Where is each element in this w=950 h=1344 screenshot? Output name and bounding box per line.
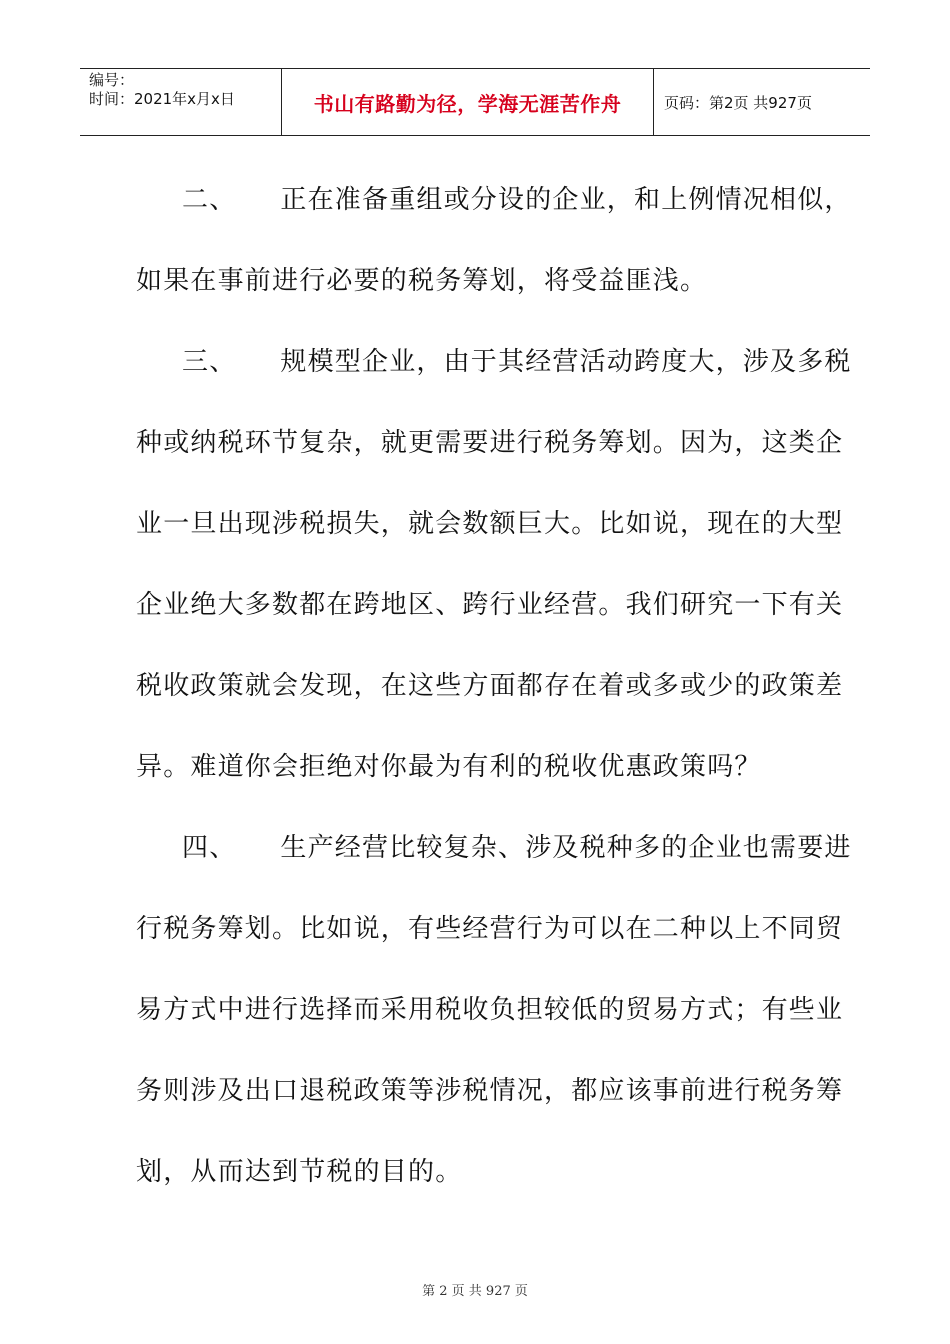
header-page-label: 页码：第2页 共927页 (664, 93, 812, 112)
body-line (136, 322, 852, 403)
body-line: 易方式中进行选择而采用税收负担较低的贸易方式；有些业 (136, 995, 844, 1025)
body-line: 企业绝大多数都在跨地区、跨行业经营。我们研究一下有关 (136, 590, 844, 620)
list-marker: 四、 (182, 833, 237, 863)
line-text: 规模型企业，由于其经营活动跨度大，涉及多税 (280, 347, 852, 377)
body-line (136, 160, 852, 241)
line-text: 生产经营比较复杂、涉及税种多的企业也需要进 (280, 833, 852, 863)
body-line: 税收政策就会发现，在这些方面都存在着或多或少的政策差 (136, 671, 844, 701)
page-header (80, 68, 870, 136)
body-line: 种或纳税环节复杂，就更需要进行税务筹划。因为，这类企 (136, 428, 844, 458)
body-line: 如果在事前进行必要的税务筹划，将受益匪浅。 (136, 266, 708, 296)
document-date-label: 时间：2021年x月x日 (89, 90, 235, 108)
page-footer: 第 2 页 共 927 页 (422, 1284, 528, 1299)
body-line: 行税务筹划。比如说，有些经营行为可以在二种以上不同贸 (136, 914, 844, 944)
document-body (136, 160, 852, 1213)
body-line (136, 808, 852, 889)
list-marker: 二、 (182, 185, 237, 215)
header-meta (80, 69, 282, 135)
body-line: 务则涉及出口退税政策等涉税情况，都应该事前进行税务筹 (136, 1076, 844, 1106)
document-number-label: 编号： (89, 71, 135, 89)
header-motto: 书山有路勤为径，学海无涯苦作舟 (282, 69, 654, 135)
body-line: 异。难道你会拒绝对你最为有利的税收优惠政策吗？ (136, 752, 762, 782)
body-line: 业一旦出现涉税损失，就会数额巨大。比如说，现在的大型 (136, 509, 844, 539)
line-text: 正在准备重组或分设的企业，和上例情况相似， (280, 185, 852, 215)
list-marker: 三、 (182, 347, 237, 377)
body-line: 划，从而达到节税的目的。 (136, 1157, 463, 1187)
